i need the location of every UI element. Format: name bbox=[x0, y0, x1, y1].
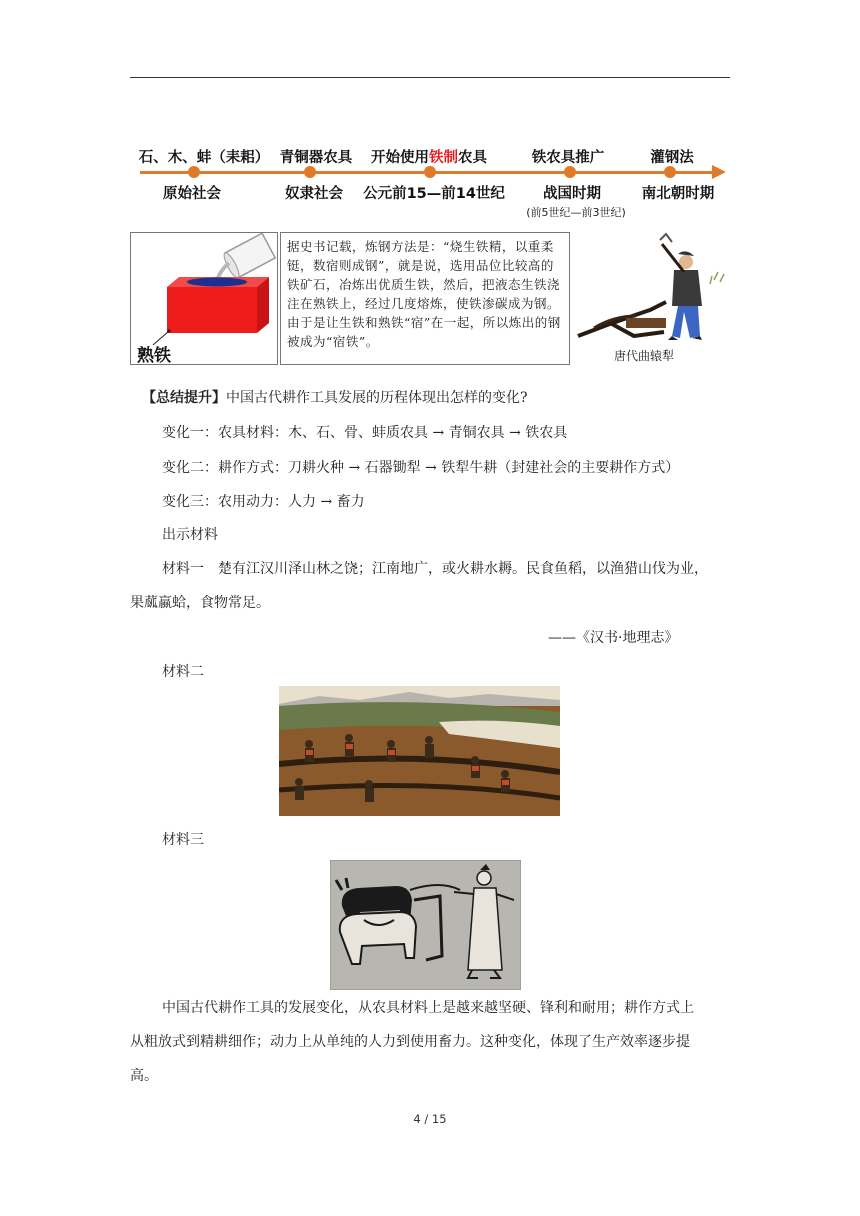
timeline-highlight: 铁制 bbox=[429, 150, 458, 166]
plough-caption: 唐代曲辕犁 bbox=[614, 349, 675, 363]
summary-question: 中国古代耕作工具发展的历程体现出怎样的变化? bbox=[226, 390, 528, 406]
timeline-dot bbox=[424, 166, 436, 178]
timeline-era-tools: 灌钢法 bbox=[650, 150, 694, 166]
timeline-text: 开始使用 bbox=[371, 150, 429, 166]
wrought-iron-label: 熟铁 bbox=[137, 346, 171, 364]
ox-plough-illustration bbox=[330, 860, 521, 990]
timeline-era-tools: 铁农具推广 bbox=[531, 150, 605, 166]
plough-figure bbox=[574, 232, 726, 365]
timeline-arrow-icon bbox=[712, 165, 726, 179]
header-rule bbox=[130, 77, 730, 78]
summary-question-line bbox=[142, 387, 528, 407]
timeline-era-tools: 青铜器农具 bbox=[279, 150, 353, 166]
history-timeline bbox=[136, 138, 736, 220]
conclusion-line3: 高。 bbox=[130, 1068, 158, 1084]
timeline-era-tools: 石、木、蚌（耒耜） bbox=[138, 150, 270, 166]
timeline-dot bbox=[664, 166, 676, 178]
wrought-iron-figure bbox=[130, 232, 278, 365]
steel-method-text: 据史书记载，炼钢方法是：“烧生铁精，以重柔铤，数宿则成钢”，就是说，选用品位比较高的铁矿石，冶炼出优质生铁，然后，把液态生铁浇注在熟铁上，经过几度熔炼，使铁渗碳成为钢。由于是让生铁和熟铁“宿”在一起，所以炼出的钢被成为“宿铁”。 bbox=[280, 232, 570, 365]
material-one-line1 bbox=[162, 558, 708, 578]
timeline-era-tools bbox=[371, 146, 487, 167]
material-one-text: 楚有江汉川泽山林之饶；江南地广，或火耕水耨。民食鱼稻，以渔猎山伐为业， bbox=[218, 561, 708, 577]
material-one-label: 材料一 bbox=[162, 561, 204, 577]
timeline-era-period: 奴隶社会 bbox=[285, 186, 343, 202]
farmer-plough-illustration bbox=[574, 232, 726, 352]
page-number: 4 / 15 bbox=[413, 1112, 447, 1126]
change-one: 变化一：农具材料：木、石、骨、蚌质农具 → 青铜农具 → 铁农具 bbox=[162, 425, 568, 441]
conclusion-line2: 从粗放式到精耕细作；动力上从单纯的人力到使用畜力。这种变化，体现了生产效率逐步提 bbox=[130, 1034, 690, 1050]
material-one-line2: 果蓏蠃蛤，食物常足。 bbox=[130, 595, 270, 611]
iron-box-illustration bbox=[131, 233, 277, 364]
change-three: 变化三：农用动力：人力 → 畜力 bbox=[162, 494, 365, 510]
timeline-dot bbox=[564, 166, 576, 178]
timeline-dot bbox=[188, 166, 200, 178]
material-three-label: 材料三 bbox=[162, 832, 204, 848]
timeline-text: 农具 bbox=[458, 150, 487, 166]
ox-plough-mural bbox=[330, 860, 521, 990]
timeline-era-period: 战国时期 bbox=[543, 186, 601, 202]
summary-heading: 【总结提升】 bbox=[142, 390, 226, 406]
material-one-source: ——《汉书·地理志》 bbox=[548, 630, 679, 646]
timeline-era-period: 南北朝时期 bbox=[641, 186, 715, 202]
timeline-era-period: 原始社会 bbox=[163, 186, 221, 202]
timeline-era-period: 公元前15—前14世纪 bbox=[363, 186, 505, 202]
change-two: 变化二：耕作方式：刀耕火种 → 石器锄犁 → 铁犁牛耕（封建社会的主要耕作方式） bbox=[162, 460, 680, 476]
show-materials: 出示材料 bbox=[162, 527, 218, 543]
timeline-dot bbox=[304, 166, 316, 178]
timeline-era-sublabel: (前5世纪—前3世纪) bbox=[526, 206, 626, 219]
farmers-field-illustration bbox=[279, 686, 560, 816]
farming-painting bbox=[279, 686, 560, 816]
material-two-label: 材料二 bbox=[162, 664, 204, 680]
conclusion-line1: 中国古代耕作工具的发展变化，从农具材料上是越来越坚硬、锋利和耐用；耕作方式上 bbox=[162, 1000, 694, 1016]
